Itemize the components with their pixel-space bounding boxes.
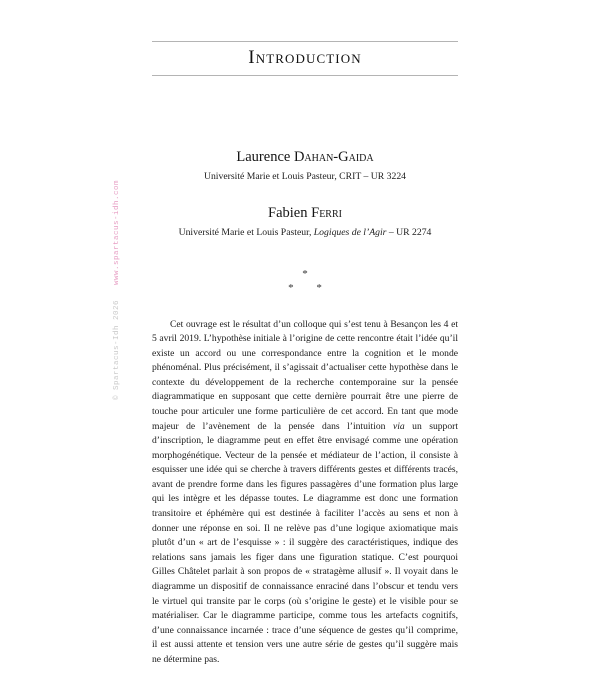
affiliation-suffix: – UR 2274 [386,227,432,239]
author-given-name: Fabien [268,204,312,221]
affiliation-text: Université Marie et Louis Pasteur, CRIT – UR 3224 [203,171,407,183]
left-margin-annotations [0,0,140,600]
body-paragraph [152,318,458,668]
ornament-row-top: * [302,268,308,281]
author-entry [152,204,458,240]
author-affiliation [152,170,458,184]
asterisk-ornament [152,268,458,296]
author-affiliation [152,226,458,240]
publisher-website-url: www.spartacus-idh.com [113,179,121,285]
text-column [152,0,458,677]
copyright-notice: © Spartacus-Idh 2026 [113,299,121,400]
title-rule-bottom [152,75,458,76]
author-family-name: Dahan-Gaida [293,148,374,165]
body-text-continuation: un support d’inscription, le diagramme peut en effet être envisagé comme une opération morphogénétique. Vecteur de la pensée et médiateur de l’action, il consiste à esquisser une idée qui se cherche à travers différents gestes et différents tracés, avant de prendre forme dans les figures passagères d’une formation plus large qui les intègre et les dépasse toutes. Le diagramme est donc une formation transitoire et éphémère qui est destinée à faciliter l’accès au sens et non à donner une réponse en soi. Il ne relève pas d’une logique axiomatique mais plutôt d’un « art de l’esquisse » : il suggère des caractéristiques, indique des relations sans jamais les figer dans une figuration statique. C’est pourquoi Gilles Châtelet parlait à son propos de « stratagème allusif ». Il voyait dans le diagramme un dispositif de connaissance enraciné dans l’obscur et tendu vers le virtuel qui transite par le corps (où s’origine le geste) et le visible pour se matérialiser. Car le diagramme participe, comme tous les artefacts cognitifs, d’une connaissance incarnée : trace d’une séquence de gestes qu’il comprime, il est aussi attente et tension vers une autre série de gestes qu’il suggère mais ne détermine pas. [152,420,458,665]
ornament-row-bottom: * * [288,281,332,294]
author-entry [152,148,458,184]
author-name [152,148,458,168]
author-given-name: Laurence [236,148,294,165]
authors-section [152,148,458,240]
title-rule-top [152,41,458,42]
affiliation-journal-italic: Logiques de l’Agir [313,227,387,239]
author-family-name: Ferri [311,204,342,221]
body-text-lead: Cet ouvrage est le résultat d’un colloque qui s’est tenu à Besançon les 4 et 5 avril 2019. L’hypothèse initiale à l’origine de cette rencontre était l’idée qu’il existe un accord ou une correspondance entre la cognition et le monde phénoménal. Plus précisément, il s’agissait d’actualiser cette hypothèse dans le contexte du développement de la recherche contemporaine sur la pensée diagrammatique en supposant que cette dernière pourrait être une pierre de touche pour articuler une forme particulière de cet accord. En tant que mode majeur de l’avènement de la pensée dans l’intuition [152,318,458,432]
affiliation-text: Université Marie et Louis Pasteur, [178,227,314,239]
author-name [152,204,458,224]
page-title: Introduction [248,47,362,68]
body-text-italic-via: via [392,420,405,432]
